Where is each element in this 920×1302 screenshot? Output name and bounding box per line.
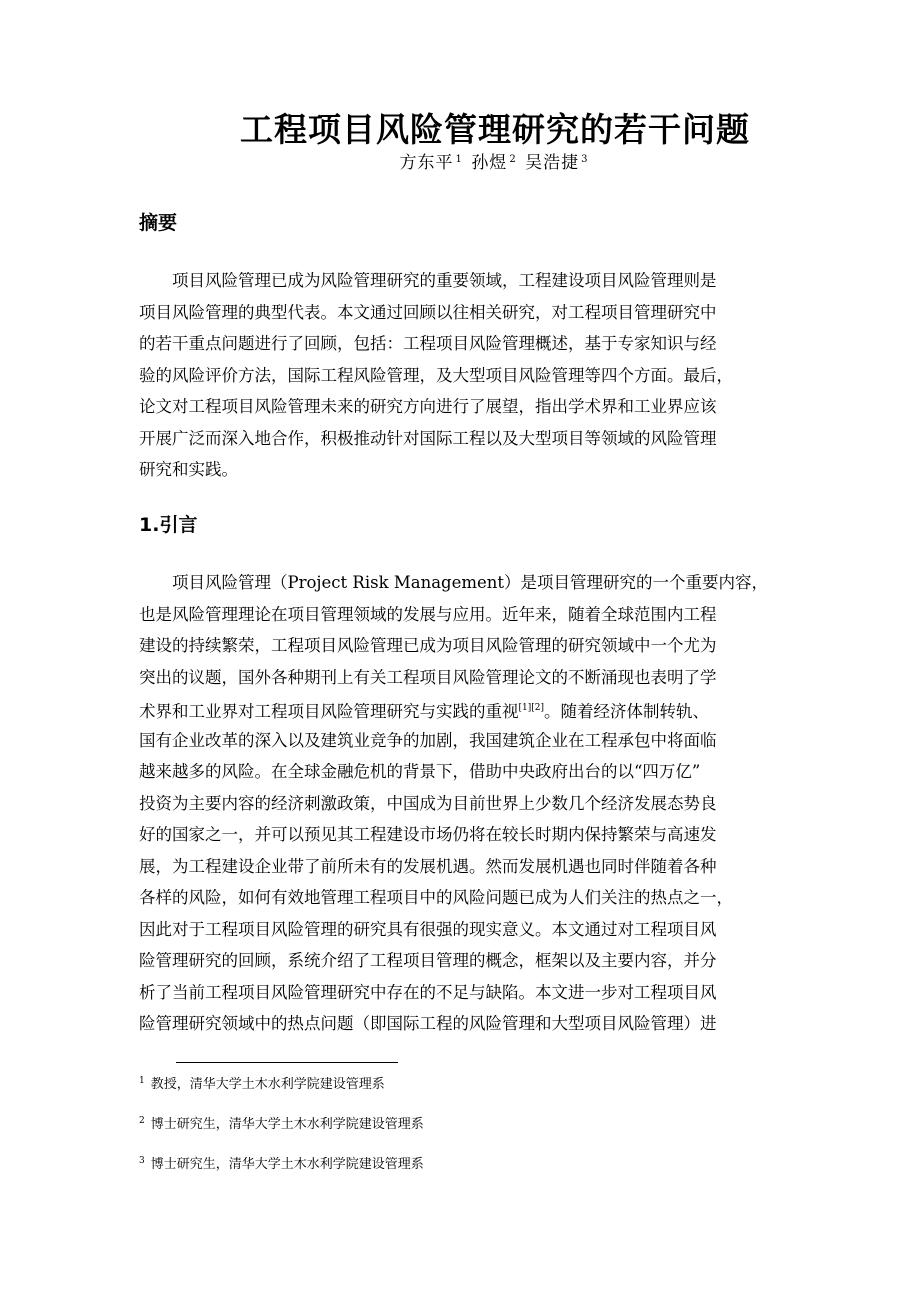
footnote xyxy=(139,1113,424,1132)
text-line: 验的风险评价方法，国际工程风险管理，及大型项目风险管理等四个方面。最后， xyxy=(139,365,733,385)
text-line: 突出的议题，国外各种期刊上有关工程项目风险管理论文的不断涌现也表明了学 xyxy=(139,667,717,687)
paper-title: 工程项目风险管理研究的若干问题 xyxy=(240,110,750,149)
author-name: 吴浩捷 xyxy=(525,153,580,173)
text-line: 投资为主要内容的经济刺激政策，中国成为目前世界上少数几个经济发展态势良 xyxy=(139,793,717,813)
footnote-text: 博士研究生，清华大学土木水利学院建设管理系 xyxy=(150,1117,424,1132)
footnote-text: 教授，清华大学土木水利学院建设管理系 xyxy=(150,1077,385,1092)
footnote xyxy=(139,1073,385,1092)
text-line: 项目风险管理已成为风险管理研究的重要领域，工程建设项目风险管理则是 xyxy=(139,271,717,290)
author-affiliation-mark: 2 xyxy=(509,154,517,165)
author-name: 孙煜 xyxy=(471,153,508,173)
abstract-paragraph xyxy=(139,265,781,486)
text-line: 研究和实践。 xyxy=(139,460,238,479)
text-line: 论文对工程项目风险管理未来的研究方向进行了展望，指出学术界和工业界应该 xyxy=(139,397,717,416)
text-line: 项目风险管理（Project Risk Management）是项目管理研究的一个重要内容， xyxy=(139,573,769,592)
intro-paragraph xyxy=(139,567,781,1040)
text-line: 各样的风险，如何有效地管理工程项目中的风险问题已成为人们关注的热点之一， xyxy=(139,888,733,907)
text-line: 建设的持续繁荣，工程项目风险管理已成为项目风险管理的研究领域中一个尤为 xyxy=(139,636,717,655)
text-line: 项目风险管理的典型代表。本文通过回顾以往相关研究，对工程项目管理研究中 xyxy=(139,302,717,322)
text-line: 的若干重点问题进行了回顾，包括：工程项目风险管理概述，基于专家知识与经 xyxy=(139,334,717,353)
citation-marks[interactable]: [1][2] xyxy=(518,703,544,713)
abstract-heading: 摘要 xyxy=(139,212,178,234)
text-line: 国有企业改革的深入以及建筑业竞争的加剧，我国建筑企业在工程承包中将面临 xyxy=(139,730,717,750)
text-line: 险管理研究领域中的热点问题（即国际工程的风险管理和大型项目风险管理）进 xyxy=(139,1014,717,1033)
author-line xyxy=(140,148,850,173)
text-line: 展，为工程建设企业带了前所未有的发展机遇。然而发展机遇也同时伴随着各种 xyxy=(139,856,717,876)
text-line: 好的国家之一，并可以预见其工程建设市场仍将在较长时期内保持繁荣与高速发 xyxy=(139,825,717,844)
footnote-mark: 1 xyxy=(139,1076,145,1086)
text-line: 险管理研究的回顾，系统介绍了工程项目管理的概念，框架以及主要内容，并分 xyxy=(139,951,717,970)
text-line: 也是风险管理理论在项目管理领域的发展与应用。近年来，随着全球范围内工程 xyxy=(139,604,717,624)
footnote xyxy=(139,1153,424,1172)
footnote-mark: 2 xyxy=(139,1116,145,1126)
text-line: 开展广泛而深入地合作，积极推动针对国际工程以及大型项目等领域的风险管理 xyxy=(139,428,717,448)
text-line-with-citation xyxy=(139,693,781,725)
text-segment: 术界和工业界对工程项目风险管理研究与实践的重视 xyxy=(139,702,519,721)
author-affiliation-mark: 1 xyxy=(455,154,463,165)
footnote-text: 博士研究生，清华大学土木水利学院建设管理系 xyxy=(150,1157,424,1172)
text-line: 因此对于工程项目风险管理的研究具有很强的现实意义。本文通过对工程项目风 xyxy=(139,919,717,939)
intro-heading: 1.引言 xyxy=(139,514,198,536)
author-affiliation-mark: 3 xyxy=(581,154,589,165)
author-name: 方东平 xyxy=(399,153,454,173)
text-line: 越来越多的风险。在全球金融危机的背景下，借助中央政府出台的以“四万亿” xyxy=(139,762,701,781)
footnote-divider xyxy=(176,1062,398,1063)
text-segment: 。随着经济体制转轨、 xyxy=(544,702,709,721)
footnote-mark: 3 xyxy=(139,1156,145,1166)
text-line: 析了当前工程项目风险管理研究中存在的不足与缺陷。本文进一步对工程项目风 xyxy=(139,982,717,1002)
